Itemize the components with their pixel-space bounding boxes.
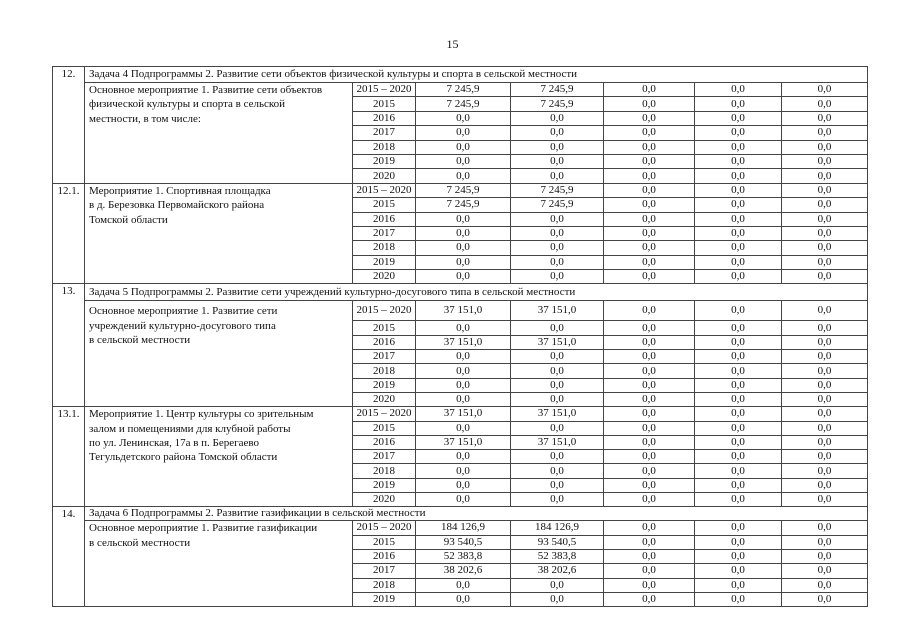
value-cell: 0,0 xyxy=(511,364,604,378)
value-cell: 0,0 xyxy=(782,154,868,168)
period-cell: 2015 xyxy=(353,535,416,549)
value-cell: 0,0 xyxy=(695,301,782,321)
period-cell: 2017 xyxy=(353,450,416,464)
value-cell: 0,0 xyxy=(416,592,511,606)
value-cell: 0,0 xyxy=(416,392,511,406)
period-cell: 2018 xyxy=(353,578,416,592)
value-cell: 0,0 xyxy=(782,241,868,255)
value-cell: 0,0 xyxy=(782,450,868,464)
value-cell: 38 202,6 xyxy=(511,564,604,578)
period-cell: 2015 – 2020 xyxy=(353,83,416,97)
value-cell: 0,0 xyxy=(511,270,604,284)
period-cell: 2016 xyxy=(353,435,416,449)
value-cell: 0,0 xyxy=(782,435,868,449)
value-cell: 0,0 xyxy=(782,97,868,111)
task-number-cell: 13. xyxy=(53,284,85,407)
value-cell: 37 151,0 xyxy=(511,435,604,449)
value-cell: 0,0 xyxy=(416,226,511,240)
value-cell: 0,0 xyxy=(604,270,695,284)
value-cell: 0,0 xyxy=(695,464,782,478)
value-cell: 0,0 xyxy=(416,378,511,392)
value-cell: 0,0 xyxy=(604,578,695,592)
task-title-cell: Задача 4 Подпрограммы 2. Развитие сети объектов физической культуры и спорта в сельской местности xyxy=(85,67,868,83)
value-cell: 7 245,9 xyxy=(511,183,604,197)
value-cell: 0,0 xyxy=(782,226,868,240)
value-cell: 0,0 xyxy=(604,169,695,183)
value-cell: 0,0 xyxy=(782,270,868,284)
value-cell: 0,0 xyxy=(782,126,868,140)
value-cell: 0,0 xyxy=(604,592,695,606)
value-cell: 0,0 xyxy=(604,335,695,349)
task-header-row xyxy=(53,507,868,521)
period-cell: 2017 xyxy=(353,226,416,240)
value-cell: 0,0 xyxy=(782,169,868,183)
value-cell: 0,0 xyxy=(511,140,604,154)
value-cell: 0,0 xyxy=(416,350,511,364)
value-cell: 0,0 xyxy=(511,111,604,125)
value-cell: 0,0 xyxy=(695,183,782,197)
value-cell: 0,0 xyxy=(695,212,782,226)
value-cell: 0,0 xyxy=(416,212,511,226)
period-cell: 2018 xyxy=(353,140,416,154)
value-cell: 0,0 xyxy=(782,464,868,478)
period-cell: 2020 xyxy=(353,392,416,406)
period-cell: 2019 xyxy=(353,478,416,492)
description-line: учреждений культурно-досугового типа xyxy=(89,319,276,332)
value-cell: 0,0 xyxy=(604,183,695,197)
value-cell: 0,0 xyxy=(416,154,511,168)
value-cell: 7 245,9 xyxy=(511,198,604,212)
value-cell: 0,0 xyxy=(695,564,782,578)
period-cell: 2015 – 2020 xyxy=(353,407,416,421)
period-cell: 2015 xyxy=(353,198,416,212)
task-header-row xyxy=(53,284,868,301)
description-line: Томской области xyxy=(89,213,168,226)
value-cell: 0,0 xyxy=(604,378,695,392)
value-cell: 0,0 xyxy=(695,198,782,212)
value-cell: 0,0 xyxy=(511,450,604,464)
value-cell: 0,0 xyxy=(782,255,868,269)
value-cell: 0,0 xyxy=(695,83,782,97)
value-cell: 0,0 xyxy=(695,378,782,392)
value-cell: 0,0 xyxy=(416,241,511,255)
value-cell: 0,0 xyxy=(695,578,782,592)
period-cell: 2017 xyxy=(353,126,416,140)
value-cell: 0,0 xyxy=(782,478,868,492)
value-cell: 38 202,6 xyxy=(416,564,511,578)
period-cell: 2015 xyxy=(353,321,416,335)
value-cell: 0,0 xyxy=(695,549,782,563)
value-cell: 0,0 xyxy=(695,226,782,240)
value-cell: 0,0 xyxy=(511,392,604,406)
period-row xyxy=(53,521,868,535)
period-row xyxy=(53,83,868,97)
value-cell: 0,0 xyxy=(782,407,868,421)
value-cell: 0,0 xyxy=(782,335,868,349)
value-cell: 0,0 xyxy=(604,450,695,464)
value-cell: 0,0 xyxy=(782,183,868,197)
value-cell: 0,0 xyxy=(416,493,511,507)
value-cell: 0,0 xyxy=(511,126,604,140)
item-description-cell xyxy=(85,521,353,607)
value-cell: 0,0 xyxy=(695,140,782,154)
value-cell: 37 151,0 xyxy=(416,435,511,449)
value-cell: 0,0 xyxy=(604,97,695,111)
value-cell: 0,0 xyxy=(695,407,782,421)
value-cell: 0,0 xyxy=(782,198,868,212)
period-cell: 2019 xyxy=(353,592,416,606)
period-row xyxy=(53,407,868,421)
value-cell: 0,0 xyxy=(782,212,868,226)
description-line: в д. Березовка Первомайского района xyxy=(89,199,265,212)
description-line: Основное мероприятие 1. Развитие сети xyxy=(89,305,278,318)
value-cell: 0,0 xyxy=(695,450,782,464)
value-cell: 37 151,0 xyxy=(416,407,511,421)
value-cell: 7 245,9 xyxy=(511,83,604,97)
value-cell: 184 126,9 xyxy=(511,521,604,535)
value-cell: 0,0 xyxy=(416,140,511,154)
value-cell: 0,0 xyxy=(695,111,782,125)
value-cell: 0,0 xyxy=(604,255,695,269)
value-cell: 0,0 xyxy=(604,435,695,449)
value-cell: 0,0 xyxy=(416,364,511,378)
item-description-cell xyxy=(85,183,353,284)
period-cell: 2020 xyxy=(353,270,416,284)
period-cell: 2020 xyxy=(353,493,416,507)
value-cell: 0,0 xyxy=(695,392,782,406)
page-number: 15 xyxy=(446,37,459,51)
value-cell: 0,0 xyxy=(695,478,782,492)
period-cell: 2016 xyxy=(353,111,416,125)
value-cell: 0,0 xyxy=(782,111,868,125)
value-cell: 0,0 xyxy=(511,378,604,392)
value-cell: 0,0 xyxy=(695,154,782,168)
description-line: Мероприятие 1. Центр культуры со зрительным xyxy=(89,408,314,421)
value-cell: 52 383,8 xyxy=(511,549,604,563)
value-cell: 0,0 xyxy=(511,212,604,226)
period-cell: 2015 xyxy=(353,421,416,435)
period-row xyxy=(53,301,868,321)
value-cell: 0,0 xyxy=(416,111,511,125)
description-line: местности, в том числе: xyxy=(89,112,201,125)
task-number-cell: 12. xyxy=(53,67,85,184)
item-number-cell: 13.1. xyxy=(53,407,85,507)
value-cell: 0,0 xyxy=(604,364,695,378)
period-cell: 2017 xyxy=(353,350,416,364)
value-cell: 0,0 xyxy=(695,364,782,378)
period-cell: 2015 – 2020 xyxy=(353,521,416,535)
value-cell: 0,0 xyxy=(695,97,782,111)
task-header-row xyxy=(53,67,868,83)
value-cell: 0,0 xyxy=(695,421,782,435)
value-cell: 0,0 xyxy=(511,578,604,592)
value-cell: 0,0 xyxy=(782,493,868,507)
item-description-cell xyxy=(85,301,353,407)
description-line: в сельской местности xyxy=(89,536,191,549)
task-title-cell: Задача 6 Подпрограммы 2. Развитие газификации в сельской местности xyxy=(85,507,868,521)
description-line: в сельской местности xyxy=(89,334,191,347)
value-cell: 0,0 xyxy=(604,226,695,240)
value-cell: 0,0 xyxy=(604,407,695,421)
period-cell: 2016 xyxy=(353,212,416,226)
value-cell: 0,0 xyxy=(782,392,868,406)
value-cell: 0,0 xyxy=(511,350,604,364)
value-cell: 0,0 xyxy=(416,450,511,464)
item-number-cell: 12.1. xyxy=(53,183,85,284)
task-number-cell: 14. xyxy=(53,507,85,607)
value-cell: 0,0 xyxy=(604,140,695,154)
value-cell: 0,0 xyxy=(782,301,868,321)
description-line: Основное мероприятие 1. Развитие газификации xyxy=(89,522,318,535)
value-cell: 0,0 xyxy=(782,578,868,592)
value-cell: 37 151,0 xyxy=(511,335,604,349)
value-cell: 0,0 xyxy=(782,321,868,335)
value-cell: 0,0 xyxy=(416,421,511,435)
value-cell: 37 151,0 xyxy=(416,335,511,349)
value-cell: 0,0 xyxy=(695,255,782,269)
budget-table xyxy=(52,66,868,607)
value-cell: 0,0 xyxy=(695,270,782,284)
value-cell: 0,0 xyxy=(695,350,782,364)
value-cell: 0,0 xyxy=(604,111,695,125)
period-cell: 2015 – 2020 xyxy=(353,301,416,321)
description-line: Мероприятие 1. Спортивная площадка xyxy=(89,184,271,197)
value-cell: 7 245,9 xyxy=(416,83,511,97)
budget-table-body xyxy=(53,67,868,607)
value-cell: 0,0 xyxy=(604,421,695,435)
value-cell: 0,0 xyxy=(695,321,782,335)
value-cell: 0,0 xyxy=(782,350,868,364)
period-cell: 2015 – 2020 xyxy=(353,183,416,197)
value-cell: 0,0 xyxy=(511,226,604,240)
item-description-cell xyxy=(85,407,353,507)
value-cell: 0,0 xyxy=(604,350,695,364)
item-description-cell xyxy=(85,83,353,184)
period-cell: 2019 xyxy=(353,255,416,269)
value-cell: 0,0 xyxy=(782,421,868,435)
value-cell: 0,0 xyxy=(695,493,782,507)
value-cell: 0,0 xyxy=(511,493,604,507)
description-line: Основное мероприятие 1. Развитие сети объектов xyxy=(89,84,323,96)
value-cell: 7 245,9 xyxy=(416,183,511,197)
value-cell: 0,0 xyxy=(604,154,695,168)
value-cell: 0,0 xyxy=(511,464,604,478)
value-cell: 0,0 xyxy=(511,478,604,492)
value-cell: 0,0 xyxy=(604,83,695,97)
period-cell: 2018 xyxy=(353,464,416,478)
value-cell: 7 245,9 xyxy=(416,198,511,212)
period-row xyxy=(53,183,868,197)
value-cell: 0,0 xyxy=(695,169,782,183)
value-cell: 0,0 xyxy=(604,126,695,140)
period-cell: 2015 xyxy=(353,97,416,111)
value-cell: 0,0 xyxy=(695,335,782,349)
value-cell: 0,0 xyxy=(416,478,511,492)
value-cell: 0,0 xyxy=(416,321,511,335)
value-cell: 0,0 xyxy=(604,549,695,563)
period-cell: 2017 xyxy=(353,564,416,578)
value-cell: 0,0 xyxy=(416,126,511,140)
value-cell: 0,0 xyxy=(604,392,695,406)
value-cell: 0,0 xyxy=(695,126,782,140)
value-cell: 0,0 xyxy=(511,592,604,606)
value-cell: 0,0 xyxy=(416,169,511,183)
value-cell: 37 151,0 xyxy=(416,301,511,321)
value-cell: 0,0 xyxy=(604,321,695,335)
value-cell: 37 151,0 xyxy=(511,407,604,421)
description-line: по ул. Ленинская, 17а в п. Берегаево xyxy=(89,437,260,450)
value-cell: 0,0 xyxy=(782,140,868,154)
value-cell: 0,0 xyxy=(782,549,868,563)
period-cell: 2018 xyxy=(353,241,416,255)
value-cell: 0,0 xyxy=(604,198,695,212)
period-cell: 2019 xyxy=(353,378,416,392)
description-line: физической культуры и спорта в сельской xyxy=(89,98,286,111)
value-cell: 0,0 xyxy=(511,241,604,255)
value-cell: 7 245,9 xyxy=(511,97,604,111)
period-cell: 2019 xyxy=(353,154,416,168)
value-cell: 0,0 xyxy=(511,255,604,269)
value-cell: 0,0 xyxy=(604,564,695,578)
value-cell: 0,0 xyxy=(604,521,695,535)
value-cell: 0,0 xyxy=(782,535,868,549)
value-cell: 184 126,9 xyxy=(416,521,511,535)
value-cell: 0,0 xyxy=(604,301,695,321)
value-cell: 93 540,5 xyxy=(511,535,604,549)
period-cell: 2018 xyxy=(353,364,416,378)
value-cell: 0,0 xyxy=(416,255,511,269)
value-cell: 0,0 xyxy=(604,535,695,549)
description-line: залом и помещениями для клубной работы xyxy=(89,422,291,435)
value-cell: 7 245,9 xyxy=(416,97,511,111)
value-cell: 0,0 xyxy=(511,321,604,335)
value-cell: 0,0 xyxy=(604,212,695,226)
value-cell: 0,0 xyxy=(782,564,868,578)
value-cell: 0,0 xyxy=(695,435,782,449)
period-cell: 2016 xyxy=(353,335,416,349)
value-cell: 0,0 xyxy=(695,241,782,255)
period-cell: 2016 xyxy=(353,549,416,563)
value-cell: 0,0 xyxy=(604,478,695,492)
value-cell: 0,0 xyxy=(695,592,782,606)
value-cell: 0,0 xyxy=(695,521,782,535)
period-cell: 2020 xyxy=(353,169,416,183)
value-cell: 52 383,8 xyxy=(416,549,511,563)
value-cell: 0,0 xyxy=(416,464,511,478)
value-cell: 37 151,0 xyxy=(511,301,604,321)
value-cell: 0,0 xyxy=(604,493,695,507)
value-cell: 0,0 xyxy=(782,364,868,378)
value-cell: 0,0 xyxy=(416,270,511,284)
value-cell: 93 540,5 xyxy=(416,535,511,549)
value-cell: 0,0 xyxy=(695,535,782,549)
task-title-cell: Задача 5 Подпрограммы 2. Развитие сети учреждений культурно-досугового типа в сельской местности xyxy=(85,284,868,301)
value-cell: 0,0 xyxy=(604,241,695,255)
value-cell: 0,0 xyxy=(511,169,604,183)
value-cell: 0,0 xyxy=(416,578,511,592)
value-cell: 0,0 xyxy=(782,378,868,392)
value-cell: 0,0 xyxy=(782,83,868,97)
value-cell: 0,0 xyxy=(511,154,604,168)
value-cell: 0,0 xyxy=(782,521,868,535)
value-cell: 0,0 xyxy=(604,464,695,478)
value-cell: 0,0 xyxy=(782,592,868,606)
value-cell: 0,0 xyxy=(511,421,604,435)
description-line: Тегульдетского района Томской области xyxy=(89,451,278,464)
